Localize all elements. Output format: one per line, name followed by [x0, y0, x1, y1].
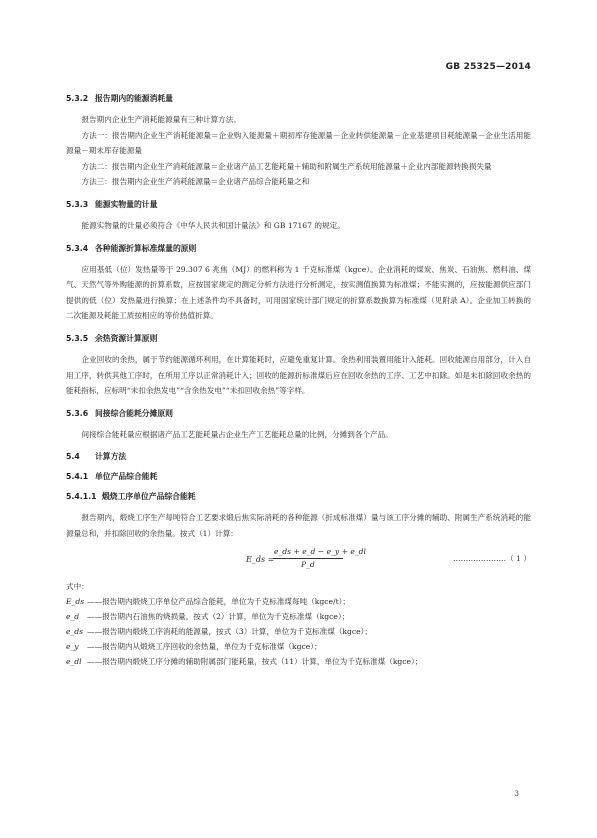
formula-1 — [66, 545, 531, 579]
paragraph: 企业回收的余热，属于节约能源循环利用，在计算能耗时，应避免重复计算。余热利用装置用能计入能耗。回收能源自用部分，计入自用工序，转供其他工序时，在所用工序以正常消耗计入；回收的能源折标准煤后应在回收余热的工序、工艺中扣除。如是未扣除回收余热的能耗指标，应标明“未扣余热发电”“含余热发电”“未扣回收余热”等字样。 — [66, 354, 531, 396]
paragraph: 应用基低（位）发热量等于 29.307 6 兆焦（MJ）的燃料称为 1 千克标准煤（kgce）。企业消耗的煤炭、焦炭、石油焦、燃料油、煤气、天然气等外购能源的折算系数，应按国家规定的测定分析方法进行分析测定，按实测值换算为标准煤；不能实测的，应按能源供应部门提供的低（位）发热量进行换算；在上述条件均不具备时，可用国家统计部门规定的折算系数换算为标准煤（见附录 A）。企业加工转换的二次能源及耗能工质按相应的等价热值折算。 — [66, 264, 531, 321]
variable-symbol: e_y — [66, 641, 79, 651]
paragraph: 方法二：报告期内企业生产消耗能源量＝企业诸产品工艺能耗量＋辅助和附属生产系统用能源量＋企业内部能源转换损失量 — [81, 161, 492, 171]
formula-numerator: e_ds + e_d − e_y + e_dl — [274, 546, 366, 556]
fraction-bar — [273, 558, 343, 559]
section-heading: 5.4.1.1 煅烧工序单位产品综合能耗 — [66, 492, 196, 502]
section-heading: 5.3.5 余热资源计算原则 — [66, 333, 158, 343]
paragraph: 间接综合能耗量应根据诸产品工艺能耗量占企业生产工艺能耗总量的比例，分摊到各个产品。 — [81, 429, 393, 439]
equation-number: …………………（ 1 ） — [452, 553, 531, 563]
paragraph: 能源实物量的计量必须符合《中华人民共和国计量法》和 GB 17167 的规定。 — [81, 220, 345, 230]
variable-definition: e_d ——报告期内石油焦的烧损量，按式（2）计算，单位为千克标准煤（kgce）； — [66, 609, 531, 624]
section-heading: 5.3.4 各种能源折算标准煤量的原则 — [66, 243, 197, 253]
paragraph: 方法三：报告期内企业生产消耗能源量＝企业诸产品综合能耗量之和 — [81, 177, 310, 187]
formula-denominator: P_d — [301, 559, 315, 569]
formula-lhs: E_ds = — [246, 554, 275, 564]
variable-symbol: E_ds — [66, 596, 85, 606]
variable-definition: E_ds ——报告期内煅烧工序单位产品综合能耗，单位为千克标准煤每吨（kgce/t）； — [66, 594, 531, 609]
variable-definition: e_dl ——报告期内煅烧工序分摊的辅助附属部门能耗量，按式（11）计算，单位为千克标准煤（kgce）； — [66, 654, 531, 669]
variable-definition: e_ds ——报告期内煅烧工序消耗的能源量，按式（3）计算，单位为千克标准煤（kgce）； — [66, 624, 531, 639]
page-body — [66, 92, 531, 669]
variable-symbol: e_dl — [66, 656, 82, 666]
where-label: 式中： — [66, 581, 89, 591]
section-heading: 5.3.2 报告期内的能源消耗量 — [66, 94, 173, 103]
section-heading: 5.4 计算方法 — [66, 452, 127, 462]
paragraph: 报告期内，煅烧工序生产每吨符合工艺要求煅后焦实际消耗的各种能源（折成标准煤）量与该工序分摊的辅助、附属生产系统消耗的能源量总和，并扣除回收的余热量。按式（1）计算： — [66, 513, 531, 538]
section-heading: 5.4.1 单位产品综合能耗 — [66, 472, 158, 482]
variable-symbol: e_ds — [66, 626, 84, 636]
section-heading: 5.3.3 能源实物量的计量 — [66, 199, 158, 209]
paragraph: 报告期内企业生产消耗能源量有三种计算方法。 — [81, 115, 241, 124]
section-heading: 5.3.6 间接综合能耗分摊原则 — [66, 408, 173, 418]
paragraph: 方法一：报告期内企业生产消耗能源量＝企业购入能源量＋期初库存能源量－企业转供能源量－企业基建项目耗能源量－企业生活用能源量－期末库存能源量 — [66, 130, 531, 156]
standard-number: GB 25325—2014 — [445, 62, 531, 72]
variable-definition: e_y ——报告期内从煅烧工序回收的余热量，单位为千克标准煤（kgce）； — [66, 639, 531, 654]
variable-symbol: e_d — [66, 611, 80, 621]
page-number: 3 — [514, 790, 519, 798]
